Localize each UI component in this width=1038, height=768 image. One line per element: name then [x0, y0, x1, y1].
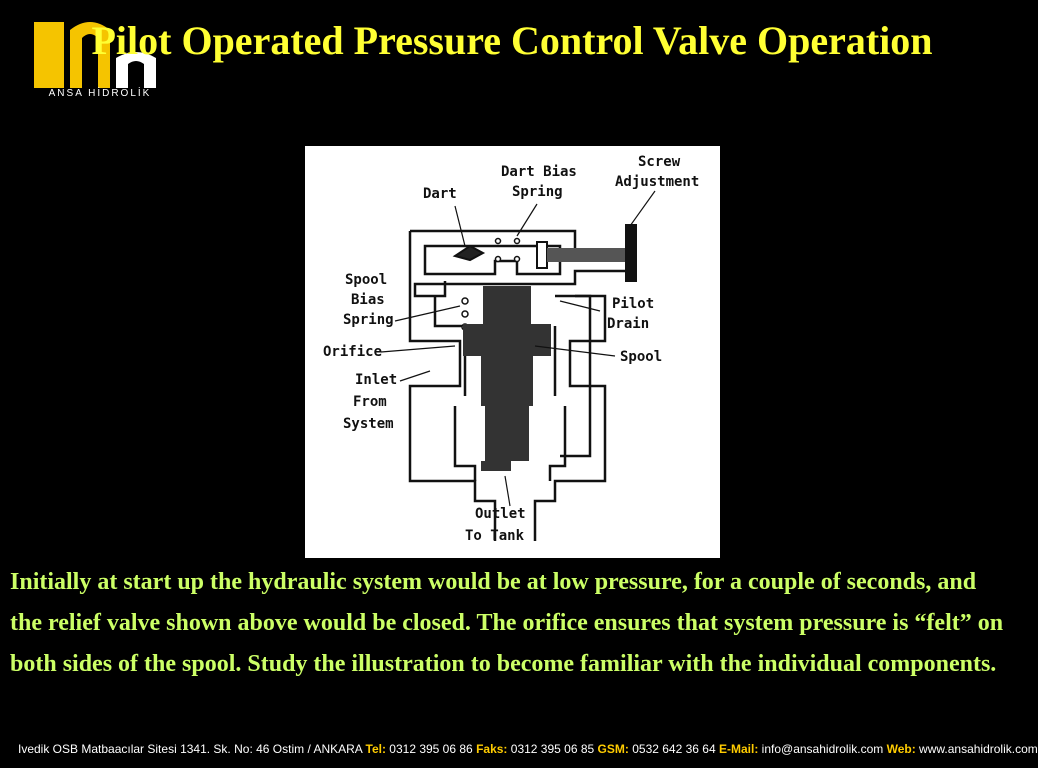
label-spool-bias-3: Spring — [343, 312, 394, 328]
label-dart: Dart — [423, 186, 457, 202]
footer-fax-label: Faks: — [476, 742, 508, 756]
label-spool: Spool — [620, 349, 663, 365]
label-spool-bias-2: Bias — [351, 292, 385, 308]
label-spool-bias-1: Spool — [345, 272, 388, 288]
footer-web-label: Web: — [886, 742, 916, 756]
footer-web-link[interactable]: www.ansahidrolik.com — [919, 742, 1038, 756]
label-dart-bias-1: Dart Bias — [501, 164, 577, 180]
footer-gsm-label: GSM: — [597, 742, 629, 756]
label-orifice: Orifice — [323, 344, 383, 360]
label-pilot-1: Pilot — [612, 296, 655, 312]
slide-title: Pilot Operated Pressure Control Valve Operation — [91, 18, 933, 63]
contact-footer — [18, 738, 1038, 760]
footer-fax: 0312 395 06 85 — [510, 742, 595, 756]
label-outlet-1: Outlet — [475, 506, 526, 522]
label-inlet-1: Inlet — [355, 372, 398, 388]
valve-diagram — [305, 146, 720, 558]
footer-address: Ivedik OSB Matbaacılar Sitesi 1341. Sk. No: 46 Ostim / ANKARA — [18, 742, 363, 756]
footer-tel-label: Tel: — [365, 742, 386, 756]
footer-gsm: 0532 642 36 64 — [632, 742, 716, 756]
footer-email-label: E-Mail: — [718, 742, 759, 756]
label-pilot-2: Drain — [607, 316, 650, 332]
label-inlet-2: From — [353, 394, 387, 410]
label-screw-1: Screw — [638, 154, 681, 170]
label-dart-bias-2: Spring — [512, 184, 563, 200]
label-screw-2: Adjustment — [615, 174, 700, 190]
body-paragraph: Initially at start up the hydraulic system would be at low pressure, for a couple of seconds, and the relief valve shown above would be closed. The orifice ensures that system pressure is “felt” on both sides of the spool. Study the illustration to become familiar with the individual components. — [10, 569, 1004, 677]
footer-tel: 0312 395 06 86 — [389, 742, 473, 756]
logo-text: ANSA HİDROLİK — [48, 88, 152, 99]
label-inlet-3: System — [343, 416, 394, 432]
footer-email-link[interactable]: info@ansahidrolik.com — [761, 742, 884, 756]
label-outlet-2: To Tank — [465, 528, 525, 544]
